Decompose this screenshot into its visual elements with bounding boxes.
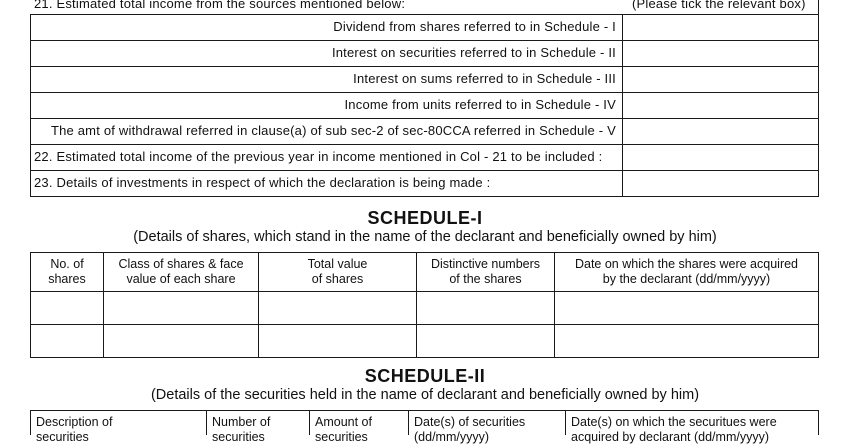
row-divider	[30, 252, 819, 253]
q23-label: 23. Details of investments in respect of which the declaration is being made :	[34, 175, 491, 190]
schedule1-cell-class-of-shares[interactable]	[104, 292, 258, 324]
header-no-of-shares: No. of shares	[48, 257, 86, 286]
schedule1-cell-total-value[interactable]	[259, 325, 416, 357]
column-divider	[818, 252, 819, 358]
header-dates-of-securities: Date(s) of securities (dd/mm/yyyy)	[414, 415, 526, 444]
schedule1-cell-date-acquired[interactable]	[555, 325, 818, 357]
header-dates-acquired: Date(s) on which the securitues were acquired by declarant (dd/mm/yyyy)	[571, 415, 777, 444]
column-divider	[408, 410, 409, 435]
column-divider	[565, 410, 566, 435]
q22-label: 22. Estimated total income of the previous year in income mentioned in Col - 21 to be included :	[34, 149, 603, 164]
tick-box-withdrawal[interactable]	[623, 119, 818, 144]
input-investment-details[interactable]	[623, 171, 818, 196]
schedule1-cell-no-of-shares[interactable]	[31, 292, 103, 324]
row-divider	[30, 410, 819, 411]
header-description-of-securities: Description of securities	[36, 415, 113, 444]
schedule1-subtitle: (Details of shares, which stand in the name of the declarant and beneficially owned by him)	[133, 229, 717, 245]
row-divider	[30, 357, 819, 358]
column-divider	[30, 410, 31, 435]
schedule1-cell-distinctive-numbers[interactable]	[417, 292, 554, 324]
schedule1-cell-date-acquired[interactable]	[555, 292, 818, 324]
row-withdrawal-label: The amt of withdrawal referred in clause(a) of sub sec-2 of sec-80CCA referred in Schedule - V	[50, 123, 616, 138]
schedule1-cell-total-value[interactable]	[259, 292, 416, 324]
header-number-of-securities: Number of securities	[212, 415, 271, 444]
row-interest-sums-label: Interest on sums referred to in Schedule - III	[353, 71, 616, 86]
tick-box-interest-securities[interactable]	[623, 41, 818, 66]
header-amount-of-securities: Amount of securities	[315, 415, 372, 444]
column-divider	[206, 410, 207, 435]
row-divider	[30, 196, 819, 197]
row-dividend-label: Dividend from shares referred to in Schedule - I	[333, 19, 616, 34]
schedule2-subtitle: (Details of the securities held in the name of declarant and beneficially owned by him)	[150, 387, 700, 403]
table-border-right	[818, 0, 819, 197]
input-previous-year-income[interactable]	[623, 145, 818, 170]
row-interest-securities-label: Interest on securities referred to in Schedule - II	[331, 45, 616, 60]
row-units-label: Income from units referred to in Schedule - IV	[344, 97, 616, 112]
header-class-of-shares: Class of shares & face value of each share	[118, 257, 244, 286]
header-total-value: Total value of shares	[307, 257, 368, 286]
q21-label: 21. Estimated total income from the sources mentioned below:	[34, 0, 406, 11]
header-distinctive-numbers: Distinctive numbers of the shares	[430, 257, 541, 286]
schedule1-cell-distinctive-numbers[interactable]	[417, 325, 554, 357]
tick-box-interest-sums[interactable]	[623, 67, 818, 92]
schedule1-cell-class-of-shares[interactable]	[104, 325, 258, 357]
column-divider	[818, 410, 819, 435]
header-date-acquired: Date on which the shares were acquired by the declarant (dd/mm/yyyy)	[574, 257, 799, 286]
schedule1-title: SCHEDULE-I	[367, 208, 483, 228]
schedule2-title: SCHEDULE-II	[364, 366, 486, 386]
schedule1-cell-no-of-shares[interactable]	[31, 325, 103, 357]
tick-note: (Please tick the relevant box)	[632, 0, 806, 11]
tick-box-units[interactable]	[623, 93, 818, 118]
tick-box-dividend[interactable]	[623, 15, 818, 40]
column-divider	[309, 410, 310, 435]
table-border-left	[30, 14, 31, 197]
